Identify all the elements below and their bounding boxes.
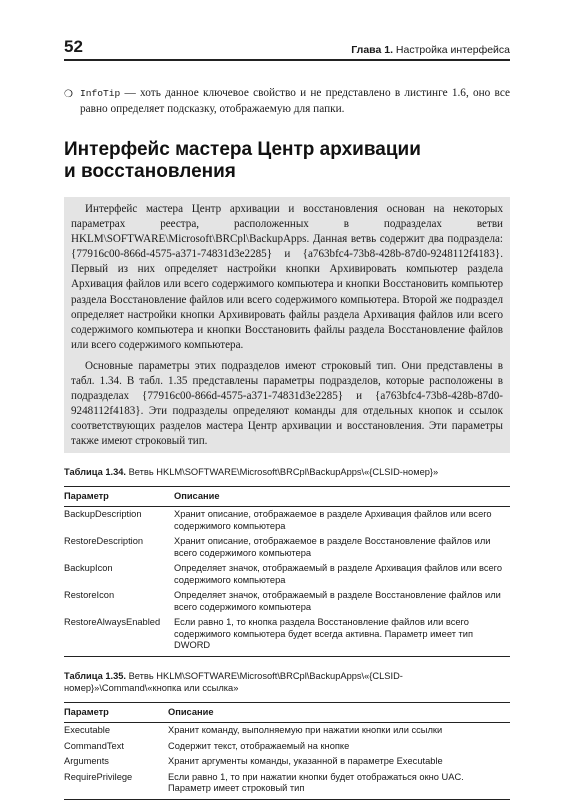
shaded-text-block xyxy=(64,197,510,453)
table-header-row xyxy=(64,486,510,507)
table-2-caption xyxy=(64,670,510,694)
section-title-line1: Интерфейс мастера Центр архивации xyxy=(64,139,421,160)
parameter-description: Определяет значок, отображаемый в разделе Восстановление файлов или всего содержимого компьютера xyxy=(174,590,501,612)
table-row xyxy=(64,615,510,656)
parameter-description: Если равно 1, то при нажатии кнопки будет отображаться окно UAC. Параметр имеет строковый тип xyxy=(168,770,510,800)
table-1 xyxy=(64,486,510,657)
parameter-name: BackupIcon xyxy=(64,563,113,573)
table-row xyxy=(64,754,510,770)
parameter-name: RestoreAlwaysEnabled xyxy=(64,615,174,656)
table-row xyxy=(64,534,510,561)
table-2-label: Таблица 1.35. xyxy=(64,670,127,681)
parameter-name: Arguments xyxy=(64,756,109,766)
bullet-item xyxy=(64,86,510,117)
table-2 xyxy=(64,702,510,800)
column-header-description: Описание xyxy=(174,486,510,507)
section-title-line2: и восстановления xyxy=(64,161,236,182)
parameter-description: Если равно 1, то кнопка раздела Восстановление файлов или всего содержимого компьютера будет всегда активна. Параметр имеет тип DWORD xyxy=(174,615,510,656)
table-1-caption xyxy=(64,466,510,478)
table-row xyxy=(64,561,510,588)
table-row xyxy=(64,723,510,739)
bullet-description: — хоть данное ключевое свойство и не представлено в листинге 1.6, оно все равно определяет подсказку, отображаемую для папки. xyxy=(80,87,510,115)
bullet-circle-icon: ❍ xyxy=(64,89,73,100)
table-1-label: Таблица 1.34. xyxy=(64,466,127,477)
parameter-name: RestoreDescription xyxy=(64,536,144,546)
parameter-description: Хранит аргументы команды, указанной в параметре Executable xyxy=(168,756,443,766)
parameter-name: RestoreIcon xyxy=(64,590,115,600)
book-page xyxy=(64,38,510,800)
chapter-label: Глава 1. xyxy=(351,44,393,56)
page-number: 52 xyxy=(64,37,83,56)
chapter-name: Настройка интерфейса xyxy=(395,44,510,56)
table-header-row xyxy=(64,702,510,723)
parameter-name: RequirePrivilege xyxy=(64,770,168,800)
table-1-caption-text: Ветвь HKLM\SOFTWARE\Microsoft\BRCpl\BackupApps\«{CLSID-номер}» xyxy=(126,466,439,477)
parameter-name: BackupDescription xyxy=(64,509,142,519)
paragraph-2: Основные параметры этих подразделов имеют строковый тип. Они представлены в табл. 1.34. В табл. 1.35 представлены параметры подразделов, которые расположены в подразделах {77916c00-866d-4575-a371-74831d3e2285} и {a763bfc4-73b8-428b-87d0-9248112f4183}. Эти подразделы определяют команды для отдельных кнопок и ссылок соответствующих разделов мастера Центр архивации и восстановления. Эти параметры также имеют строковый тип. xyxy=(71,359,503,448)
section-heading xyxy=(64,139,510,183)
running-header xyxy=(64,38,510,61)
bullet-term: InfoTip xyxy=(80,88,121,99)
parameter-description: Хранит описание, отображаемое в разделе Архивация файлов или всего содержимого компьютера xyxy=(174,509,492,531)
column-header-description: Описание xyxy=(168,702,510,723)
table-row xyxy=(64,588,510,615)
bullet-text xyxy=(80,86,510,117)
table-2-caption-text: Ветвь HKLM\SOFTWARE\Microsoft\BRCpl\BackupApps\«{CLSID-номер}»\Command\«кнопка или ссылка» xyxy=(64,670,403,693)
parameter-description: Определяет значок, отображаемый в разделе Архивация файлов или всего содержимого компьютера xyxy=(174,563,502,585)
paragraph-1: Интерфейс мастера Центр архивации и восстановления основан на некоторых параметрах реестра, расположенных в подразделах ветви HKLM\SOFTWARE\Microsoft\BRCpl\BackupApps. Данная ветвь содержит два подраздела: {77916c00-866d-4575-a371-74831d3e2285} и {a763bfc4-73b8-428b-87d0-9248112f4183}. Первый из них определяет настройки кнопки Архивировать компьютер раздела Архивация файлов или всего содержимого компьютера и кнопки Восстановить компьютер раздела Восстановление файлов или всего содержимого компьютера. Второй же подраздел определяет настройки кнопки Архивировать файлы раздела Архивация файлов или всего содержимого компьютера и кнопки Восстановить файлы раздела Восстановление файлов или всего содержимого компьютера. xyxy=(71,203,503,351)
parameter-name: Executable xyxy=(64,725,110,735)
parameter-description: Хранит описание, отображаемое в разделе Восстановление файлов или всего содержимого компьютера xyxy=(174,536,491,558)
column-header-parameter: Параметр xyxy=(64,702,168,723)
table-row xyxy=(64,739,510,755)
table-row xyxy=(64,770,510,800)
parameter-name: CommandText xyxy=(64,740,124,751)
chapter-title xyxy=(351,44,510,56)
parameter-description: Содержит текст, отображаемый на кнопке xyxy=(168,740,350,751)
column-header-parameter: Параметр xyxy=(64,486,174,507)
table-row xyxy=(64,507,510,535)
parameter-description: Хранит команду, выполняемую при нажатии кнопки или ссылки xyxy=(168,725,443,735)
